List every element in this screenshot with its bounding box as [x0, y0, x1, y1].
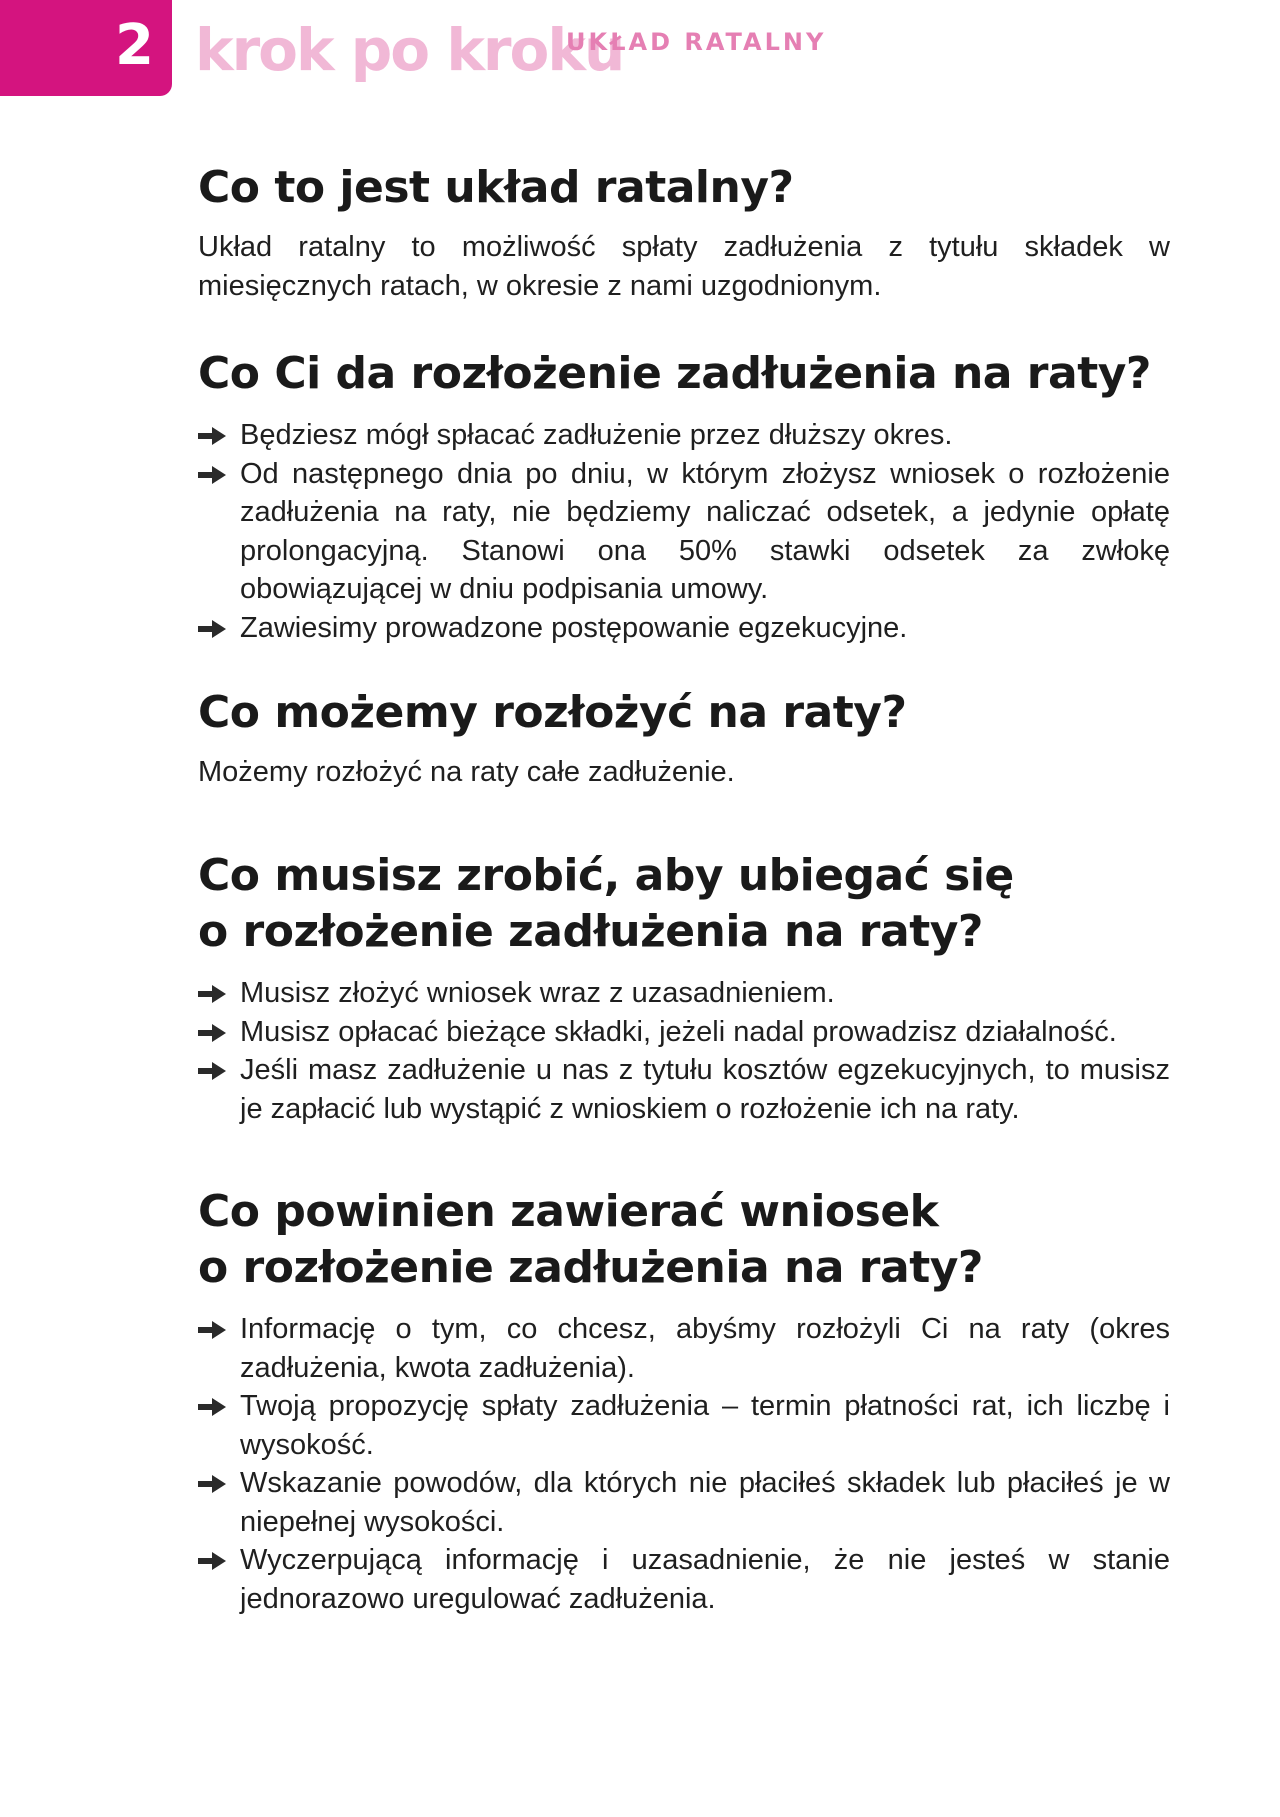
list-item — [198, 1464, 1170, 1541]
bullet-list — [198, 416, 1170, 647]
page-header — [0, 0, 1280, 96]
right-arrow-icon — [198, 620, 226, 638]
section-heading: Co możemy rozłożyć na raty? — [198, 687, 907, 738]
section-heading — [198, 848, 1170, 960]
bullet-list — [198, 1310, 1170, 1618]
right-arrow-icon — [198, 1475, 226, 1493]
section-requirements — [198, 848, 1170, 1128]
list-item-text: Wyczerpującą informację i uzasadnienie, że nie jesteś w stanie jednorazowo uregulować zadłużenia. — [240, 1544, 1170, 1615]
list-item-text: Zawiesimy prowadzone postępowanie egzekucyjne. — [240, 611, 908, 644]
section-heading: Co Ci da rozłożenie zadłużenia na raty? — [198, 348, 1151, 399]
list-item-text: Od następnego dnia po dniu, w którym złożysz wniosek o rozłożenie zadłużenia na raty, nie będziemy naliczać odsetek, a jedynie opłatę prolongacyjną. Stanowi ona 50% stawki odsetek za zwłokę obowiązującej w dniu podpisania umowy. — [240, 457, 1170, 605]
section-what-is — [198, 160, 1170, 306]
page-content — [198, 160, 1170, 1618]
list-item-text: Musisz złożyć wniosek wraz z uzasadnieniem. — [240, 977, 835, 1009]
list-item — [198, 1310, 1170, 1387]
section-paragraph: Możemy rozłożyć na raty całe zadłużenie. — [198, 756, 735, 788]
section-heading-line: Co powinien zawierać wniosek — [198, 1186, 939, 1237]
chapter-number: 2 — [115, 13, 154, 78]
right-arrow-icon — [198, 1024, 226, 1042]
right-arrow-icon — [198, 427, 226, 445]
right-arrow-icon — [198, 1398, 226, 1416]
list-item — [198, 1387, 1170, 1464]
list-item-text: Musisz opłacać bieżące składki, jeżeli nadal prowadzisz działalność. — [240, 1015, 1117, 1048]
list-item — [198, 416, 1170, 455]
list-item-text: Będziesz mógł spłacać zadłużenie przez dłuższy okres. — [240, 419, 953, 451]
section-heading-line: Co musisz zrobić, aby ubiegać się — [198, 850, 1014, 901]
right-arrow-icon — [198, 1552, 226, 1570]
list-item-text: Wskazanie powodów, dla których nie płaciłeś składek lub płaciłeś je w niepełnej wysokości. — [240, 1467, 1170, 1538]
header-title: krok po kroku — [195, 16, 624, 84]
chapter-tab — [0, 0, 172, 96]
list-item-text: Twoją propozycję spłaty zadłużenia – termin płatności rat, ich liczbę i wysokość. — [240, 1390, 1170, 1461]
section-what-can-be-split — [198, 685, 1170, 792]
list-item — [198, 609, 1170, 648]
list-item-text: Informację o tym, co chcesz, abyśmy rozłożyli Ci na raty (okres zadłużenia, kwota zadłużenia). — [240, 1313, 1170, 1384]
section-heading-line: o rozłożenie zadłużenia na raty? — [198, 1242, 983, 1293]
header-section-label: UKŁAD RATALNY — [566, 28, 827, 56]
section-paragraph: Układ ratalny to możliwość spłaty zadłużenia z tytułu składek w miesięcznych ratach, w okresie z nami uzgodnionym. — [198, 231, 1170, 302]
list-item — [198, 455, 1170, 609]
section-heading-line: o rozłożenie zadłużenia na raty? — [198, 906, 983, 957]
right-arrow-icon — [198, 1321, 226, 1339]
list-item — [198, 1051, 1170, 1128]
section-heading — [198, 1184, 1170, 1296]
right-arrow-icon — [198, 1062, 226, 1080]
list-item — [198, 974, 1170, 1013]
section-benefits — [198, 346, 1170, 647]
right-arrow-icon — [198, 466, 226, 484]
right-arrow-icon — [198, 985, 226, 1003]
section-heading: Co to jest układ ratalny? — [198, 162, 794, 213]
list-item — [198, 1013, 1170, 1052]
list-item — [198, 1541, 1170, 1618]
section-application-contents — [198, 1184, 1170, 1618]
bullet-list — [198, 974, 1170, 1128]
list-item-text: Jeśli masz zadłużenie u nas z tytułu kosztów egzekucyjnych, to musisz je zapłacić lub wystąpić z wnioskiem o rozłożenie ich na raty. — [240, 1054, 1170, 1125]
